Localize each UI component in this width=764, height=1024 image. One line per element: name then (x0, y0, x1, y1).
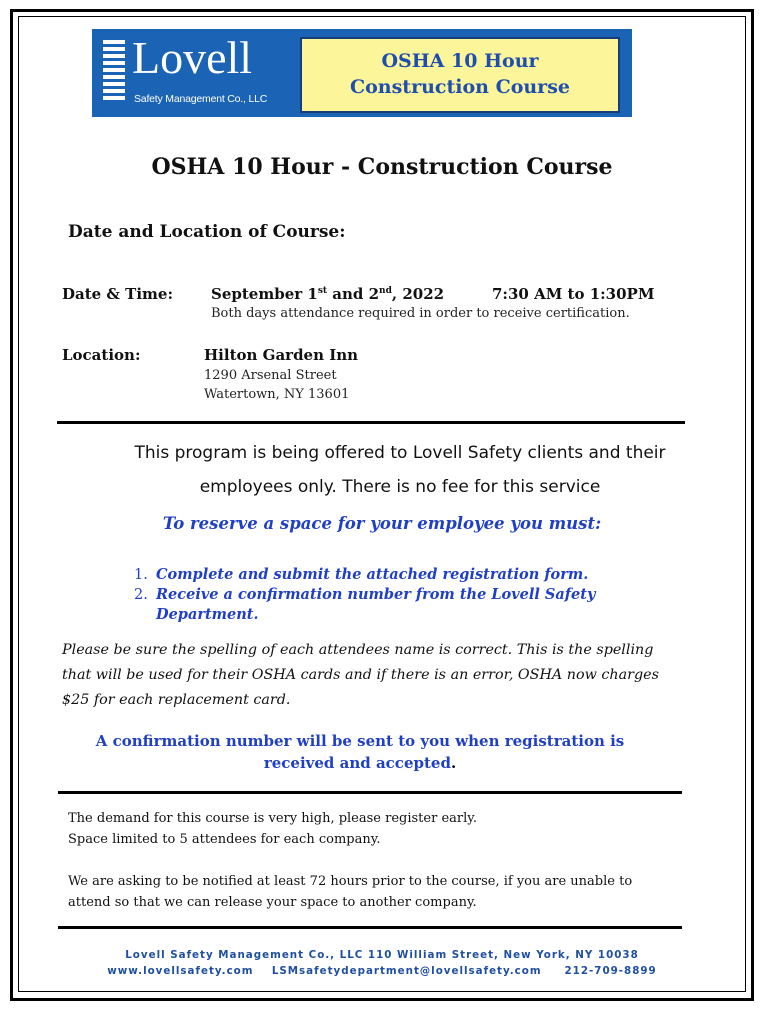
course-date-prefix: September 1 (211, 285, 318, 303)
notes-line-1: The demand for this course is very high, please register early. (68, 811, 478, 826)
course-banner-inner (300, 37, 620, 113)
company-logo (92, 29, 292, 117)
venue-city: Watertown, NY 13601 (204, 387, 350, 402)
course-date (211, 285, 444, 303)
divider-2 (58, 791, 682, 794)
footer (0, 947, 764, 979)
attendance-note: Both days attendance required in order to receive certification. (211, 306, 630, 321)
step-2-text: Receive a confirmation number from the Lovell Safety (156, 586, 596, 603)
step-2-cont (134, 605, 595, 625)
reserve-heading: To reserve a space for your employee you must: (162, 514, 602, 533)
confirmation-period: . (450, 754, 457, 772)
date-sup-1: st (317, 286, 328, 296)
offer-line-1: This program is being offered to Lovell Safety clients and their (134, 443, 666, 463)
date-time-label: Date & Time: (62, 285, 173, 303)
notes-line-3: We are asking to be notified at least 72 hours prior to the course, if you are unable to (68, 874, 633, 889)
steps-list (134, 565, 595, 625)
step-1 (134, 565, 595, 585)
location-label: Location: (62, 346, 141, 364)
confirmation-line-2: received and accepted (263, 754, 451, 772)
spelling-notice (62, 638, 702, 713)
date-location-heading: Date and Location of Course: (68, 222, 346, 242)
spelling-line-2: that will be used for their OSHA cards and if there is an error, OSHA now charges (62, 667, 659, 683)
venue-street: 1290 Arsenal Street (204, 368, 337, 383)
course-time: 7:30 AM to 1:30PM (492, 285, 655, 303)
step-2-num: 2. (134, 587, 148, 603)
course-banner-line2: Construction Course (350, 76, 570, 98)
course-banner (292, 29, 632, 117)
venue-name: Hilton Garden Inn (204, 346, 359, 364)
logo-subtitle: Safety Management Co., LLC (134, 93, 268, 105)
course-banner-line1: OSHA 10 Hour (381, 50, 539, 73)
step-1-text: Complete and submit the attached registration form. (156, 566, 589, 583)
page-title: OSHA 10 Hour - Construction Course (151, 154, 613, 180)
confirmation-line-1: A confirmation number will be sent to you when registration is (95, 732, 625, 750)
step-2 (134, 585, 595, 605)
course-date-mid: and 2 (327, 285, 380, 303)
offer-line-2: employees only. There is no fee for this service (199, 477, 601, 497)
logo-name: Lovell (132, 32, 253, 83)
step-2-cont-text: Department. (156, 606, 259, 623)
step-2-cont-num (134, 605, 156, 625)
notes-line-2: Space limited to 5 attendees for each company. (68, 832, 381, 847)
notes-line-4: attend so that we can release your space to another company. (68, 895, 477, 910)
footer-phone: 212-709-8899 (564, 965, 657, 977)
date-sup-2: nd (379, 286, 392, 296)
footer-email[interactable]: LSMsafetydepartment@lovellsafety.com (271, 965, 542, 977)
divider-3 (58, 926, 682, 929)
confirmation-notice (60, 730, 660, 774)
footer-website[interactable]: www.lovellsafety.com (107, 965, 254, 977)
spelling-line-1: Please be sure the spelling of each attendees name is correct. This is the spelling (62, 642, 654, 658)
step-1-num: 1. (134, 567, 148, 583)
footer-contact (0, 963, 764, 979)
footer-address: Lovell Safety Management Co., LLC 110 William Street, New York, NY 10038 (125, 949, 639, 961)
divider-1 (57, 421, 685, 424)
course-date-suffix: , 2022 (391, 285, 445, 303)
spelling-line-3: $25 for each replacement card. (62, 692, 291, 708)
confirmation-line-2-wrap (60, 752, 660, 774)
offer-text (100, 436, 700, 504)
logo-bars-icon (103, 40, 125, 106)
notes-block (68, 808, 668, 913)
